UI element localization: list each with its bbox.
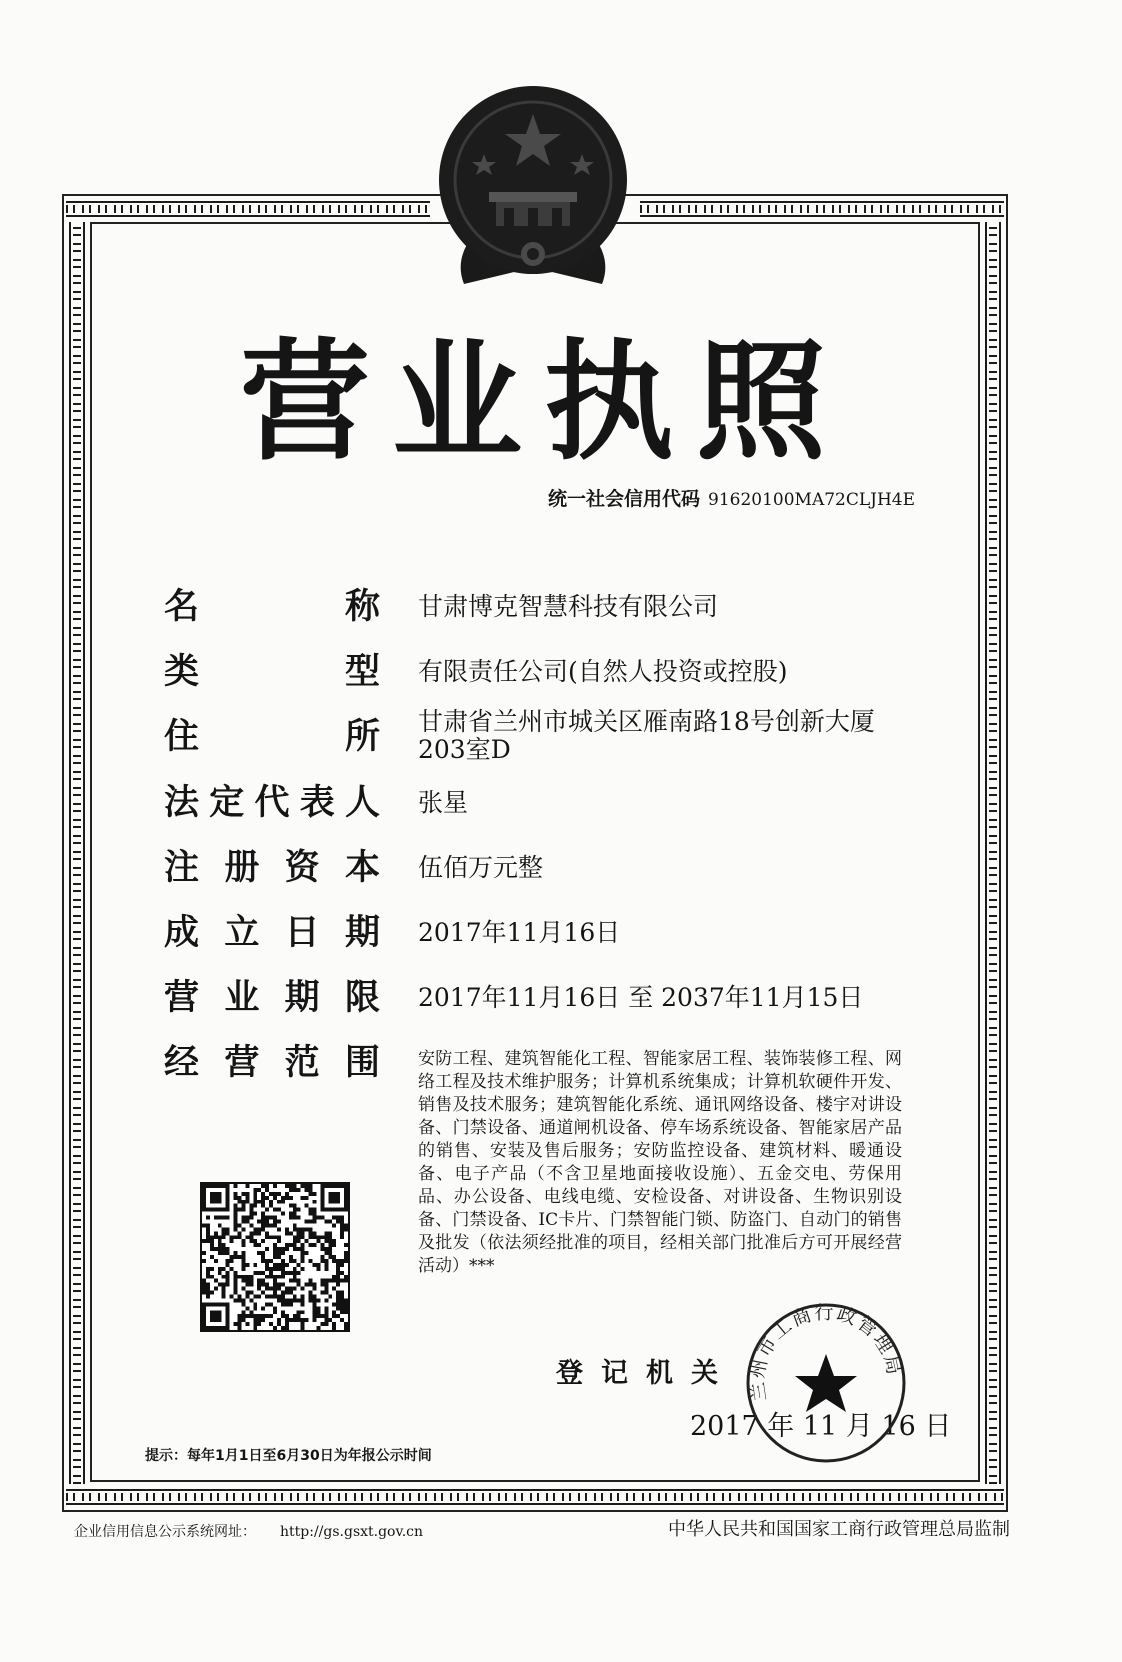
business-scope-value: 安防工程、建筑智能化工程、智能家居工程、装饰装修工程、网络工程及技术维护服务；计算机系统集成；计算机软硬件开发、销售及技术服务；建筑智能化系统、通讯网络设备、楼宇对讲设备、门禁设备、通道闸机设备、停车场系统设备、智能家居产品的销售、安装及售后服务；安防监控设备、建筑材料、暖通设备、电子产品（不含卫星地面接收设施）、五金交电、劳保用品、办公设备、电线电缆、安检设备、对讲设备、生物识别设备、门禁设备、IC卡片、门禁智能门锁、防盗门、自动门的销售及批发（依法须经批准的项目，经相关部门批准后方可开展经营活动）*** (418, 1049, 902, 1276)
label-char: 经 (164, 1043, 200, 1083)
label-char: 范 (284, 1043, 320, 1083)
label-char: 本 (344, 848, 380, 888)
label-char: 表 (299, 783, 335, 823)
label-char: 围 (344, 1043, 380, 1083)
label-char: 期 (344, 913, 380, 953)
field-label-name (164, 584, 380, 630)
label-char: 类 (164, 652, 200, 692)
label-char: 业 (224, 978, 260, 1018)
label-char: 资 (284, 848, 320, 888)
address-value: 甘肃省兰州市城关区雁南路18号创新大厦203室D (418, 707, 875, 764)
border-pattern-top-right (640, 198, 1004, 220)
label-char: 立 (224, 913, 260, 953)
field-label-established (164, 910, 380, 956)
footer-website-label: 企业信用信息公示系统网址： (74, 1524, 256, 1540)
label-char: 法 (164, 783, 200, 823)
label-char: 营 (224, 1043, 260, 1083)
label-char: 限 (344, 978, 380, 1018)
field-label-term (164, 975, 380, 1021)
credit-code-label: 统一社会信用代码 (548, 488, 701, 510)
label-char: 成 (164, 913, 200, 953)
capital-value: 伍佰万元整 (418, 853, 544, 882)
label-char: 人 (344, 783, 380, 823)
label-char: 名 (164, 587, 200, 627)
company-name-value: 甘肃博克智慧科技有限公司 (418, 592, 719, 621)
label-char: 所 (344, 717, 380, 757)
footer-website (74, 1520, 574, 1544)
label-char: 型 (344, 652, 380, 692)
label-char: 称 (344, 587, 380, 627)
label-char: 营 (164, 978, 200, 1018)
label-char: 注 (164, 848, 200, 888)
official-seal-icon (745, 1302, 907, 1464)
field-label-capital (164, 845, 380, 891)
border-pattern-left (66, 222, 88, 1484)
legal-rep-value: 张星 (418, 788, 469, 817)
national-emblem-icon (434, 84, 632, 290)
credit-code-line (548, 484, 968, 514)
label-char: 定 (209, 783, 245, 823)
footer-website-url[interactable]: http://gs.gsxt.gov.cn (280, 1524, 424, 1540)
company-type-value: 有限责任公司(自然人投资或控股) (418, 657, 788, 686)
field-label-address (164, 714, 380, 760)
border-pattern-bottom (66, 1486, 1004, 1508)
business-term-value: 2017年11月16日 至 2037年11月15日 (418, 983, 864, 1012)
document-title: 营业执照 (240, 326, 849, 478)
registration-date: 2017 年 11 月 16 日 (690, 1411, 952, 1442)
label-char: 住 (164, 717, 200, 757)
label-char: 期 (284, 978, 320, 1018)
credit-code-value: 91620100MA72CLJH4E (708, 490, 916, 510)
svg-text:兰州市工商行政管理局: 兰州市工商行政管理局 (746, 1302, 906, 1403)
registration-authority-label: 登记机关 (556, 1358, 736, 1389)
label-char: 日 (284, 913, 320, 953)
annual-report-notice: 提示：每年1月1日至6月30日为年报公示时间 (145, 1448, 432, 1464)
field-label-type (164, 649, 380, 695)
label-char: 册 (224, 848, 260, 888)
footer-supervisor: 中华人民共和国国家工商行政管理总局监制 (668, 1519, 1010, 1540)
label-char: 代 (254, 783, 290, 823)
established-date-value: 2017年11月16日 (418, 918, 621, 947)
border-pattern-right (982, 222, 1004, 1484)
field-label-legal-rep (164, 780, 380, 826)
field-label-scope (164, 1040, 380, 1086)
border-pattern-top-left (66, 198, 430, 220)
qr-code-icon (200, 1182, 350, 1332)
